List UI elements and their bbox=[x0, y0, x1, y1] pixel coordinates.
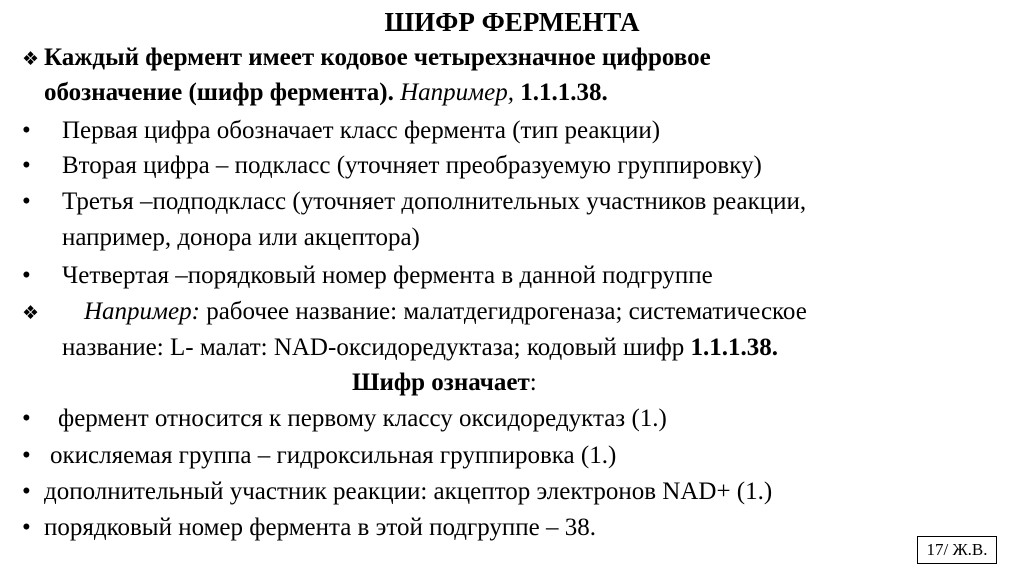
intro-bold-continuation: обозначение (шифр фермента). bbox=[44, 79, 394, 106]
meaning-heading bbox=[352, 368, 537, 398]
diamond-bullet-icon: ❖ bbox=[22, 48, 40, 70]
meaning-item-3: дополнительный участник реакции: акцептор электронов NAD+ (1.) bbox=[44, 478, 773, 505]
page-number-box: 17/ Ж.В. bbox=[917, 536, 997, 564]
example-text-continued: название: L- малат: NAD-оксидоредуктаза; кодовый шифр bbox=[62, 334, 685, 361]
bullet-marker: • bbox=[22, 478, 31, 505]
meaning-item-2: окисляемая группа – гидроксильная группировка (1.) bbox=[50, 442, 617, 469]
bullet-digit-1: Первая цифра обозначает класс фермента (тип реакции) bbox=[62, 117, 661, 144]
bullet-marker: • bbox=[22, 188, 31, 215]
bullet-marker: • bbox=[22, 405, 31, 432]
meaning-item-4: порядковый номер фермента в этой подгруппе – 38. bbox=[44, 514, 596, 541]
meaning-heading-text: Шифр означает bbox=[352, 369, 530, 396]
meaning-heading-colon: : bbox=[529, 369, 537, 396]
diamond-bullet-icon: ❖ bbox=[22, 302, 40, 324]
bullet-digit-3: Третья –подподкласс (уточняет дополнительных участников реакции, bbox=[62, 188, 807, 215]
bullet-digit-4: Четвертая –порядковый номер фермента в данной подгруппе bbox=[62, 262, 713, 289]
meaning-item-1: фермент относится к первому классу оксидоредуктаз (1.) bbox=[58, 405, 667, 432]
intro-example-word: Например, bbox=[400, 79, 514, 106]
bullet-digit-3-continued: например, донора или акцептора) bbox=[62, 224, 420, 251]
bullet-marker: • bbox=[22, 442, 31, 469]
intro-code: 1.1.1.38. bbox=[520, 79, 608, 106]
page-title: ШИФР ФЕРМЕНТА bbox=[384, 7, 640, 37]
example-code: 1.1.1.38. bbox=[690, 334, 779, 361]
example-line-1 bbox=[22, 297, 807, 328]
bullet-marker: • bbox=[22, 262, 31, 289]
intro-bold-text: Каждый фермент имеет кодовое четырехзначное цифровое bbox=[44, 44, 711, 71]
example-text: рабочее название: малатдегидрогеназа; систематическое bbox=[206, 298, 807, 325]
bullet-marker: • bbox=[22, 514, 31, 541]
intro-line-1 bbox=[22, 43, 711, 74]
bullet-digit-2: Вторая цифра – подкласс (уточняет преобразуемую группировку) bbox=[62, 152, 762, 179]
intro-line-2 bbox=[44, 78, 608, 108]
bullet-marker: • bbox=[22, 117, 31, 144]
example-line-2 bbox=[62, 333, 778, 363]
bullet-marker: • bbox=[22, 152, 31, 179]
example-word: Например: bbox=[84, 298, 200, 325]
